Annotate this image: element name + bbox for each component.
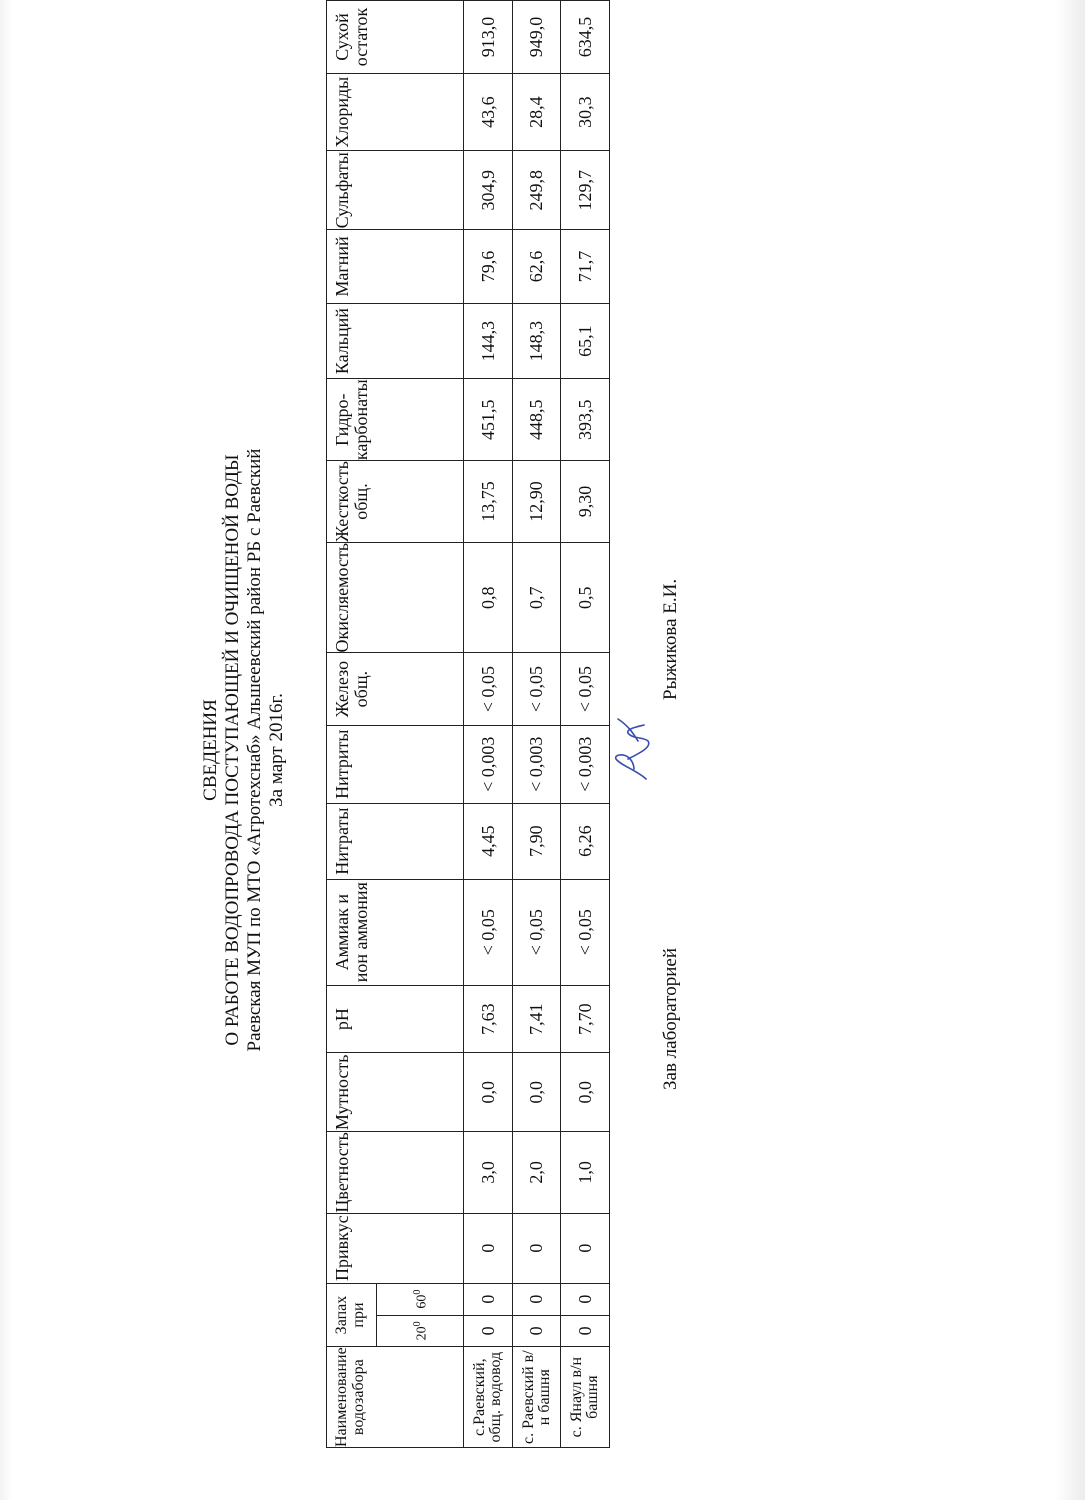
cell-iron: < 0,05 bbox=[513, 653, 561, 725]
cell-ammonia: < 0,05 bbox=[561, 879, 610, 985]
cell-calcium: 144,3 bbox=[464, 303, 513, 379]
table-row bbox=[561, 1, 610, 1448]
cell-color: 2,0 bbox=[513, 1132, 561, 1213]
cell-turbidity: 0,0 bbox=[464, 1053, 513, 1132]
cell-ammonia: < 0,05 bbox=[513, 879, 561, 985]
signature-icon bbox=[608, 715, 658, 785]
cell-color: 3,0 bbox=[464, 1132, 513, 1213]
cell-hardness: 13,75 bbox=[464, 461, 513, 543]
cell-color: 1,0 bbox=[561, 1132, 610, 1213]
lab-head-name: Рыжикова Е.И. bbox=[660, 578, 681, 700]
cell-nitrates: 7,90 bbox=[513, 803, 561, 879]
cell-name: с. Янаул в/н башня bbox=[561, 1347, 610, 1448]
cell-chlorides: 43,6 bbox=[464, 74, 513, 151]
cell-nitrates: 4,45 bbox=[464, 803, 513, 879]
cell-odor60: 0 bbox=[464, 1283, 513, 1315]
table-row bbox=[513, 1, 561, 1448]
cell-magnesium: 79,6 bbox=[464, 230, 513, 304]
cell-turbidity: 0,0 bbox=[513, 1053, 561, 1132]
cell-taste: 0 bbox=[561, 1213, 610, 1283]
cell-magnesium: 71,7 bbox=[561, 230, 610, 304]
cell-hydrocarbonates: 393,5 bbox=[561, 379, 610, 461]
cell-hardness: 9,30 bbox=[561, 461, 610, 543]
header-hydrocarbonates: Гидро-карбонаты bbox=[327, 379, 464, 461]
cell-name: с.Раевский, общ. водовод bbox=[464, 1347, 513, 1448]
cell-nitrates: 6,26 bbox=[561, 803, 610, 879]
cell-taste: 0 bbox=[513, 1213, 561, 1283]
header-taste: Привкус bbox=[327, 1213, 464, 1283]
cell-calcium: 148,3 bbox=[513, 303, 561, 379]
cell-odor20: 0 bbox=[513, 1315, 561, 1347]
header-odor-20: $20^0$ bbox=[377, 1315, 464, 1347]
lab-head-label: Зав лабораторией bbox=[660, 947, 681, 1090]
cell-sulfates: 304,9 bbox=[464, 151, 513, 230]
cell-turbidity: 0,0 bbox=[561, 1053, 610, 1132]
header-turbidity: Мутность bbox=[327, 1053, 464, 1132]
doc-period: За март 2016г. bbox=[266, 693, 287, 807]
header-chlorides: Хлориды bbox=[327, 74, 464, 151]
water-quality-table bbox=[326, 0, 610, 1448]
cell-ph: 7,63 bbox=[464, 985, 513, 1053]
cell-iron: < 0,05 bbox=[561, 653, 610, 725]
header-hardness: Жесткость общ. bbox=[327, 461, 464, 543]
header-nitrites: Нитриты bbox=[327, 725, 464, 803]
cell-odor60: 0 bbox=[513, 1283, 561, 1315]
cell-chlorides: 30,3 bbox=[561, 74, 610, 151]
cell-dry-residue: 949,0 bbox=[513, 1, 561, 74]
cell-dry-residue: 913,0 bbox=[464, 1, 513, 74]
cell-dry-residue: 634,5 bbox=[561, 1, 610, 74]
cell-ph: 7,70 bbox=[561, 985, 610, 1053]
cell-odor20: 0 bbox=[464, 1315, 513, 1347]
cell-oxidability: 0,5 bbox=[561, 542, 610, 653]
doc-subtitle: О РАБОТЕ ВОДОПРОВОДА ПОСТУПАЮЩЕЙ И ОЧИЩЕНОЙ ВОДЫ bbox=[222, 454, 243, 1046]
cell-ammonia: < 0,05 bbox=[464, 879, 513, 985]
header-dry-residue: Сухой остаток bbox=[327, 1, 464, 74]
header-color: Цветность bbox=[327, 1132, 464, 1213]
cell-nitrites: < 0,003 bbox=[561, 725, 610, 803]
header-name: Наименование водозабора bbox=[327, 1347, 464, 1448]
cell-nitrites: < 0,003 bbox=[513, 725, 561, 803]
header-ph: pH bbox=[327, 985, 464, 1053]
header-iron: Железо общ. bbox=[327, 653, 464, 725]
header-sulfates: Сульфаты bbox=[327, 151, 464, 230]
cell-sulfates: 129,7 bbox=[561, 151, 610, 230]
cell-odor20: 0 bbox=[561, 1315, 610, 1347]
cell-magnesium: 62,6 bbox=[513, 230, 561, 304]
cell-oxidability: 0,7 bbox=[513, 542, 561, 653]
cell-nitrites: < 0,003 bbox=[464, 725, 513, 803]
header-nitrates: Нитраты bbox=[327, 803, 464, 879]
header-magnesium: Магний bbox=[327, 230, 464, 304]
cell-hydrocarbonates: 448,5 bbox=[513, 379, 561, 461]
cell-hydrocarbonates: 451,5 bbox=[464, 379, 513, 461]
cell-odor60: 0 bbox=[561, 1283, 610, 1315]
header-odor-60: $60^0$ bbox=[377, 1283, 464, 1315]
cell-chlorides: 28,4 bbox=[513, 74, 561, 151]
cell-calcium: 65,1 bbox=[561, 303, 610, 379]
header-ammonia: Аммиак и ион аммония bbox=[327, 879, 464, 985]
doc-title: СВЕДЕНИЯ bbox=[200, 699, 221, 801]
table-row bbox=[464, 1, 513, 1448]
cell-oxidability: 0,8 bbox=[464, 542, 513, 653]
cell-sulfates: 249,8 bbox=[513, 151, 561, 230]
cell-taste: 0 bbox=[464, 1213, 513, 1283]
cell-iron: < 0,05 bbox=[464, 653, 513, 725]
header-odor: Запах при bbox=[327, 1283, 377, 1347]
header-oxidability: Окисляемость bbox=[327, 542, 464, 653]
cell-name: с. Раевский в/н башня bbox=[513, 1347, 561, 1448]
cell-ph: 7,41 bbox=[513, 985, 561, 1053]
header-calcium: Кальций bbox=[327, 303, 464, 379]
cell-hardness: 12,90 bbox=[513, 461, 561, 543]
doc-organization: Раевская МУП по МТО «Агротехснаб» Альшеевский район РБ с Раевский bbox=[244, 448, 265, 1052]
